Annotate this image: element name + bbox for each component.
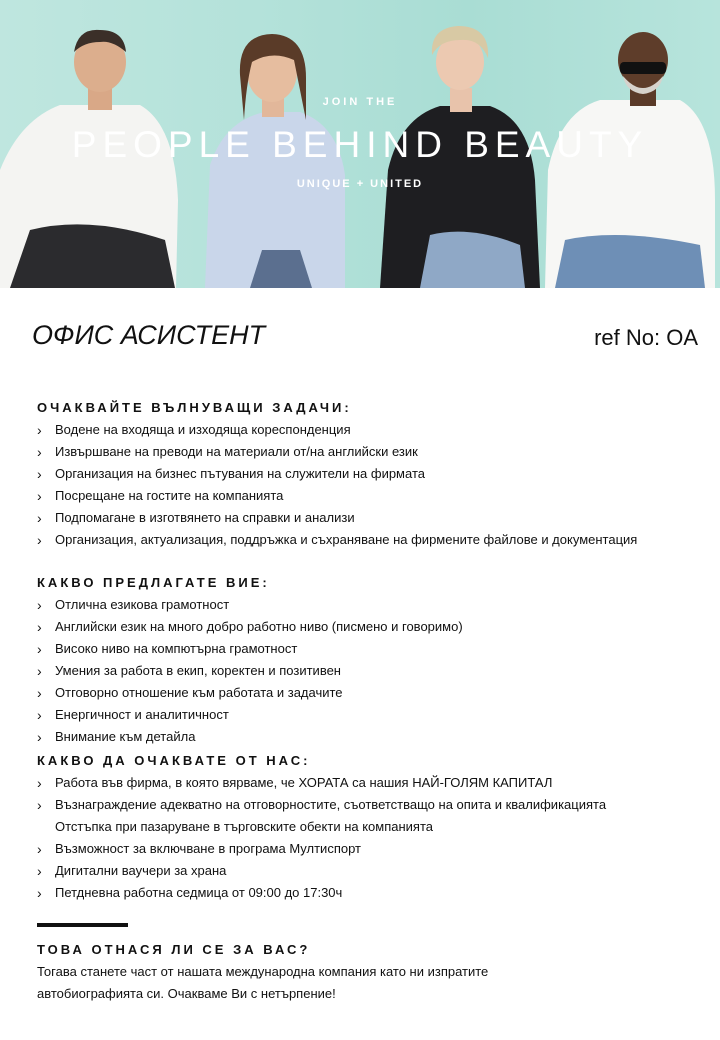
list-item: › Внимание към детайла [37,726,712,748]
list-item: Отстъпка при пазаруване в търговските обекти на компанията [55,819,434,834]
list-item: › Организация на бизнес пътувания на служители на фирмата [37,463,712,485]
list-item: › Подпомагане в изготвянето на справки и анализи [37,507,712,529]
list-item: › Отлична езикова грамотност [37,594,712,616]
list-item: › Високо ниво на компютърна грамотност [37,638,712,660]
list-item: › Енергичност и аналитичност [37,704,712,726]
list-item: › Организация, актуализация, поддръжка и съхраняване на фирмените файлове и документация [37,529,712,551]
hero-banner [0,0,720,288]
expect-list [37,772,712,904]
expect-heading: КАКВО ДА ОЧАКВАТЕ ОТ НАС: [37,753,311,768]
closing-text-line-1: Тогава станете част от нашата международна компания като ни изпратите [37,964,489,979]
offer-section [37,575,712,748]
closing-text-line-2: автобиографията си. Очакваме Ви с нетърпение! [37,986,336,1001]
list-item: › Петдневна работна седмица от 09:00 до 17:30ч [37,882,712,904]
list-item: › Водене на входяща и изходяща кореспонденция [37,419,712,441]
tasks-section [37,400,712,551]
list-item: › Работа във фирма, в която вярваме, че ХОРАТА са нашия НАЙ-ГОЛЯМ КАПИТАЛ [37,772,712,794]
list-item: › Възнаграждение адекватно на отговорностите, съответстващо на опита и квалификацията [37,794,712,816]
banner-headline: PEOPLE BEHIND BEAUTY [71,124,649,165]
offer-list [37,594,712,748]
tasks-heading: ОЧАКВАЙТЕ ВЪЛНУВАЩИ ЗАДАЧИ: [37,400,352,415]
list-item: › Английски език на много добро работно ниво (писмено и говоримо) [37,616,712,638]
section-divider [37,923,128,927]
offer-heading: КАКВО ПРЕДЛАГАТЕ ВИЕ: [37,575,270,590]
closing-heading: ТОВА ОТНАСЯ ЛИ СЕ ЗА ВАС? [37,942,311,957]
list-item: › Посрещане на гостите на компанията [37,485,712,507]
list-item: › Дигитални ваучери за храна [37,860,712,882]
list-item: › Умения за работа в екип, коректен и позитивен [37,660,712,682]
tasks-list [37,419,712,551]
job-ref-number: ref No: OA [594,325,698,350]
expect-section [37,753,712,904]
list-item: › Извършване на преводи на материали от/на английски език [37,441,712,463]
banner-join-text: JOIN THE [322,96,398,108]
job-title: ОФИС АСИСТЕНТ [32,320,266,350]
banner-tagline: UNIQUE + UNITED [296,178,424,190]
list-item: › Отговорно отношение към работата и задачите [37,682,712,704]
closing-section [37,942,712,1005]
list-item: › Възможност за включване в програма Мултиспорт [37,838,712,860]
